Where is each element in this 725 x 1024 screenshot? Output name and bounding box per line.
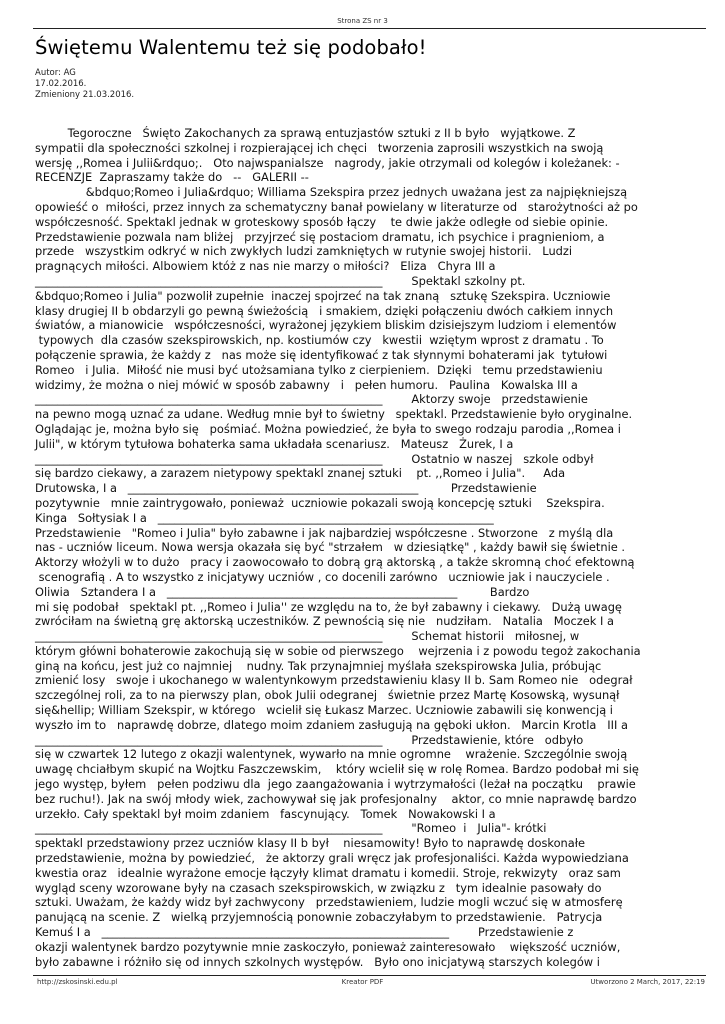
body-line: przede wszystkim odkryć w nich zwykłych ludzi zamkniętych w rutynie swojej historii. Ludzi (35, 244, 573, 259)
date-line: 17.02.2016. (35, 79, 87, 89)
body-line: mi się podobał spektakl pt. ,,Romeo i Julia'' ze względu na to, że był zabawny i ciekawy. Dużą uwagę (35, 599, 622, 614)
body-line: _____________________________________________________________ Spektakl szkolny pt. (35, 273, 526, 288)
body-line: było zabawne i różniło się od innych szkolnych występów. Było ono inicjatywą starszych kolegów i (35, 954, 600, 969)
body-line: Przedstawienie pozwala nam bliżej przyjrzeć się postaciom dramatu, ich psychice i pragnieniom, a (35, 229, 605, 244)
body-line: pozytywnie mnie zaintrygowało, ponieważ uczniowie pokazali swoją koncepcję sztuki Szekspira. (35, 495, 605, 510)
body-line: jego występ, byłem pełen podziwu dla jego zaangażowania i wytrzymałości (leżał na początku prawie (35, 777, 636, 792)
body-line: opowieść o miłości, przez innych za schematyczny banał powielany w literaturze od starożytności aż po (35, 199, 638, 214)
body-line: _____________________________________________________________ Ostatnio w naszej szkole odbył (35, 451, 594, 466)
body-line: sztuki. Uważam, że każdy widz był zachwycony przedstawieniem, ludzie mogli wczuć się w atmosferę (35, 895, 623, 910)
body-line: kwestia oraz idealnie wyrażone emocje łączyły klimat dramatu i komedii. Stroje, rekwizyty oraz sam (35, 865, 621, 880)
body-line: zmienić losy swoje i ukochanego w walentynkowym przedstawieniu klasy II b. Sam Romeo nie odegrał (35, 673, 633, 688)
body-line: typowych dla czasów szekspirowskich, np. kostiumów czy kwestii wziętym wprost z dramatu . To (35, 333, 604, 348)
body-line: Oglądając je, można było się pośmiać. Można powiedzieć, że była to swego rodzaju parodia ,,Romea i (35, 421, 621, 436)
body-line: _____________________________________________________________ Przedstawienie, które odbyło (35, 732, 584, 747)
body-line: się&hellip; William Szekspir, w którego wcielił się Łukasz Marzec. Uczniowie zabawili się konwencją i (35, 703, 613, 718)
body-line: spektakl przedstawiony przez uczniów klasy II b był niesamowity! Było to naprawdę doskonałe (35, 836, 585, 851)
body-line: wyszło im to naprawdę dobrze, dlatego moim zdaniem zasługują na gęboki ukłon. Marcin Krotla III a (35, 717, 628, 732)
body-line: scenografią . A to wszystko z inicjatywy uczniów , co docenili zarówno uczniowie jak i nauczyciele . (35, 569, 610, 584)
body-line: urzekło. Cały spektakl był moim zdaniem fascynujący. Tomek Nowakowski I a (35, 806, 496, 821)
body-line: światów, a mianowicie współczesności, wyrażonej językiem bliskim dzisiejszym ludziom i elementów (35, 318, 617, 333)
body-line: panującą na scenie. Z wielką przyjemnością ponownie zobaczyłabym to przedstawienie. Patrycja (35, 910, 603, 925)
body-line: przedstawienie, można by powiedzieć, że aktorzy grali wręcz jak profesjonaliści. Każda wypowiedziana (35, 851, 629, 866)
body-line: Kemuś I a _____________________________________________________________ Przedstawienie z (35, 925, 574, 940)
body-line: bez ruchu!). Jak na swój młody wiek, zachowywał się jak profesjonalny aktor, co mnie naprawdę bardzo (35, 791, 637, 806)
body-line: giną na końcu, jest już co najmniej nudny. Tak przynajmniej myślała szekspirowska Julia, próbując (35, 658, 602, 673)
body-line: sympatii dla społeczności szkolnej i rozpierającej ich chęci tworzenia zaprosili wszystkich na swoją (35, 140, 604, 155)
author-line: Autor: AG (35, 68, 76, 78)
body-line: _____________________________________________________________ Schemat historii miłosnej, w (35, 629, 580, 644)
body-line: zwróciłam na świetną grę aktorską uczestników. Z pewnością się nie nudziłam. Natalia Moczek I a (35, 614, 614, 629)
footer-url[interactable]: http://zskosinski.edu.pl (37, 978, 118, 986)
modified-line: Zmieniony 21.03.2016. (35, 90, 135, 100)
body-line: wygląd sceny wzorowane były na czasach szekspirowskich, w związku z tym idealnie pasowały do (35, 880, 602, 895)
footer-divider (33, 975, 706, 976)
article-title: Świętemu Walentemu też się podobało! (35, 36, 427, 59)
body-line: nas - uczniów liceum. Nowa wersja okazała się być "strzałem w dziesiątkę" , każdy bawił się świetnie . (35, 540, 626, 555)
article-body (35, 126, 707, 969)
body-line: uwagę chciałbym skupić na Wojtku Faszczewskim, który wcielił się w rolę Romea. Bardzo podobał mi się (35, 762, 639, 777)
body-line: Drutowska, I a ___________________________________________________ Przedstawienie (35, 481, 537, 496)
body-line: &bdquo;Romeo i Julia&rdquo; Williama Szekspira przez jednych uważana jest za najpiękniejszą (35, 185, 628, 200)
body-line: wersję ,,Romea i Julii&rdquo;. Oto najwspanialsze nagrody, jakie otrzymali od kolegów i koleżanek: - (35, 155, 620, 170)
header-divider (33, 28, 706, 29)
footer-generator: Kreator PDF (341, 978, 384, 986)
body-line: się w czwartek 12 lutego z okazji walentynek, wywarło na mnie ogromne wrażenie. Szczególnie swoją (35, 747, 628, 762)
body-line: którym główni bohaterowie zakochują się w sobie od pierwszego wejrzenia i z powodu tegoż zakochania (35, 643, 641, 658)
body-line: Aktorzy włożyli w to dużo pracy i zaowocowało to dobrą grą aktorską , a także skromną choć efektowną (35, 555, 635, 570)
body-line: szczególnej roli, za to na pierwszy plan, obok Julii odegranej świetnie przez Martę Kosowską, wysunął (35, 688, 620, 703)
article-meta (35, 68, 134, 101)
body-line: na pewno mogą uznać za udane. Według mnie był to świetny spektakl. Przedstawienie było oryginalne. (35, 407, 633, 422)
body-line: się bardzo ciekawy, a zarazem nietypowy spektakl znanej sztuki pt. ,,Romeo i Julia". Ada (35, 466, 566, 481)
body-line: Julii", w którym tytułowa bohaterka sama układała scenariusz. Mateusz Żurek, I a (35, 436, 514, 451)
body-line: Oliwia Sztandera I a ___________________________________________________ Bardzo (35, 584, 530, 599)
body-line: Przedstawienie "Romeo i Julia" było zabawne i jak najbardziej współczesne . Stworzone z myślą dla (35, 525, 614, 540)
body-line: &bdquo;Romeo i Julia" pozwolił zupełnie inaczej spojrzeć na tak znaną sztukę Szekspira. Uczniowie (35, 288, 611, 303)
body-line: klasy drugiej II b obdarzyli go pewną świeżością i smakiem, dzięki połączeniu dwóch całkiem innych (35, 303, 614, 318)
body-line: _____________________________________________________________ Aktorzy swoje przedstawienie (35, 392, 588, 407)
body-line: Tegoroczne Święto Zakochanych za sprawą entuzjastów sztuki z II b było wyjątkowe. Z (35, 126, 576, 140)
body-line: pragnących miłości. Albowiem któż z nas nie marzy o miłości? Eliza Chyra III a (35, 259, 496, 274)
body-line: połączenie sprawia, że każdy z nas może się identyfikować z tak słynnymi bohaterami jak tytułowi (35, 347, 608, 362)
body-line: współczesność. Spektakl jednak w groteskowy sposób łączy te dwie jakże odległe od siebie opinie. (35, 214, 609, 229)
body-line: widzimy, że można o niej mówić w sposób zabawny i pełen humoru. Paulina Kowalska III a (35, 377, 578, 392)
body-line: Kinga Sołtysiak I a ___________________________________________________________ (35, 510, 494, 525)
footer-created: Utworzono 2 March, 2017, 22:19 (590, 978, 705, 986)
body-line: okazji walentynek bardzo pozytywnie mnie zaskoczyło, ponieważ zainteresowało większość uczniów, (35, 939, 621, 954)
body-line: Romeo i Julia. Miłość nie musi być utożsamiana tylko z cierpieniem. Dzięki temu przedstawieniu (35, 362, 603, 377)
body-line: _____________________________________________________________ "Romeo i Julia"- krótki (35, 821, 547, 836)
body-line: RECENZJE Zapraszamy także do -- GALERII -- (35, 170, 309, 185)
page-header-label: Strona ZS nr 3 (337, 17, 388, 25)
